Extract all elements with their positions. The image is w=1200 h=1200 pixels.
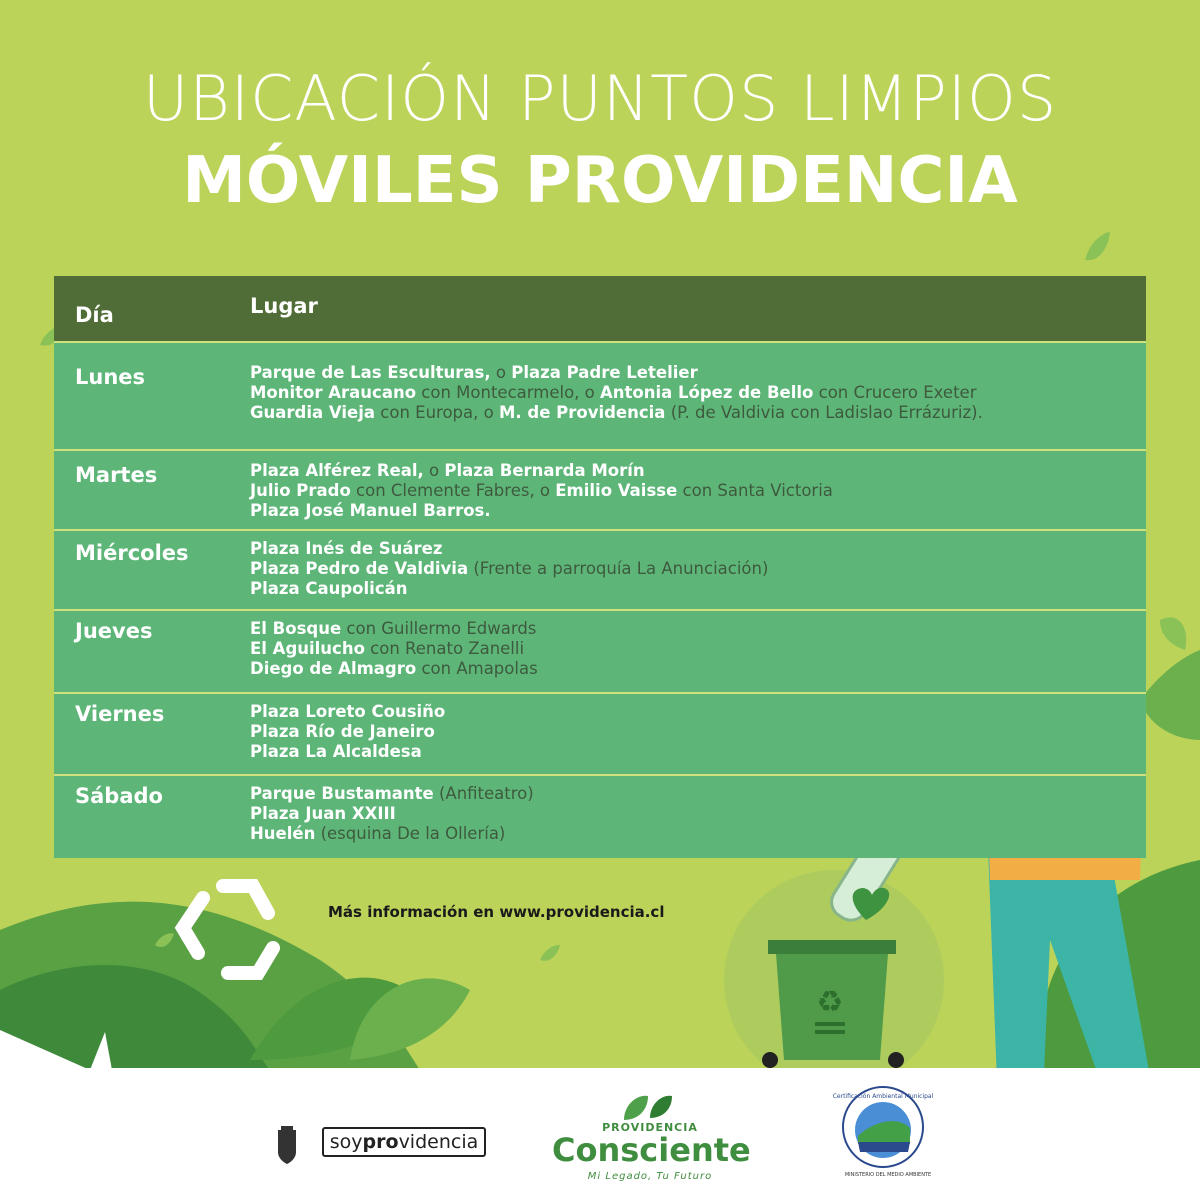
place-line <box>250 742 445 762</box>
place-name: Huelén <box>250 824 316 843</box>
soyprovidencia-logo <box>322 1127 486 1157</box>
place-name: Plaza Inés de Suárez <box>250 539 443 558</box>
place-detail: con Amapolas <box>416 659 538 678</box>
place-cell <box>250 451 833 529</box>
leaf-shape <box>1160 617 1186 650</box>
place-name: Plaza Alférez Real, <box>250 461 424 480</box>
place-detail: (esquina De la Ollería) <box>315 824 506 843</box>
place-detail: con Renato Zanelli <box>364 639 525 658</box>
place-line <box>250 784 534 804</box>
place-line <box>250 659 538 679</box>
place-line <box>250 461 833 481</box>
place-name: Emilio Vaisse <box>555 481 678 500</box>
place-line <box>250 702 445 722</box>
place-line <box>250 804 534 824</box>
place-line <box>250 824 534 844</box>
place-detail: (Anfiteatro) <box>433 784 534 803</box>
table-row <box>54 529 1146 609</box>
place-detail: o <box>423 461 445 480</box>
place-line <box>250 559 768 579</box>
place-line <box>250 501 833 521</box>
place-line <box>250 403 983 423</box>
leaf-icon <box>620 1090 674 1124</box>
table-header <box>54 276 1146 341</box>
table-row <box>54 774 1146 858</box>
place-line <box>250 579 768 599</box>
place-detail: con Europa, o <box>375 403 499 422</box>
place-detail: con Guillermo Edwards <box>341 619 537 638</box>
place-line <box>250 539 768 559</box>
leaf-icon <box>1085 232 1110 260</box>
place-name: M. de Providencia <box>498 403 666 422</box>
place-detail: (Frente a parroquía La Anunciación) <box>468 559 769 578</box>
place-name: Plaza La Alcaldesa <box>250 742 422 761</box>
place-detail: (P. de Valdivia con Ladislao Errázuriz). <box>665 403 983 422</box>
table-body <box>54 341 1146 858</box>
table-row <box>54 609 1146 692</box>
place-detail: con Montecarmelo, o <box>416 383 600 402</box>
brand-top-label: PROVIDENCIA <box>602 1121 698 1134</box>
leaf-icon <box>540 945 560 961</box>
more-info-text: Más información en www.providencia.cl <box>328 903 665 921</box>
day-cell: Martes <box>75 463 158 487</box>
place-name: Plaza Bernarda Morín <box>444 461 645 480</box>
place-detail: con Santa Victoria <box>677 481 833 500</box>
column-header-place: Lugar <box>250 293 318 318</box>
leaf-shape <box>1140 650 1200 740</box>
place-name: Plaza Pedro de Valdivia <box>250 559 469 578</box>
place-line <box>250 363 983 383</box>
place-name: Julio Prado <box>250 481 351 500</box>
place-cell <box>250 343 983 449</box>
column-header-day: Día <box>75 302 114 327</box>
place-name: Guardia Vieja <box>250 403 376 422</box>
day-cell: Lunes <box>75 365 146 389</box>
place-name: Antonia López de Bello <box>600 383 814 402</box>
soypro-bold: pro <box>362 1131 399 1153</box>
svg-text:♻: ♻ <box>816 985 844 1020</box>
place-line <box>250 481 833 501</box>
place-name: Parque Bustamante <box>250 784 434 803</box>
place-name: Parque de Las Esculturas, <box>250 363 491 382</box>
certification-seal-icon <box>832 1084 934 1170</box>
place-name: El Aguilucho <box>250 639 365 658</box>
place-name: Plaza Loreto Cousiño <box>250 702 446 721</box>
place-name: Plaza Caupolicán <box>250 579 408 598</box>
schedule-table <box>54 276 1146 858</box>
place-line <box>250 639 538 659</box>
place-name: Plaza Río de Janeiro <box>250 722 435 741</box>
day-cell: Viernes <box>75 702 165 726</box>
place-detail: o <box>490 363 512 382</box>
place-name: Plaza José Manuel Barros. <box>250 501 491 520</box>
place-cell <box>250 776 534 858</box>
place-line <box>250 383 983 403</box>
place-cell <box>250 694 445 774</box>
day-cell: Miércoles <box>75 541 189 565</box>
place-line <box>250 722 445 742</box>
place-line <box>250 619 538 639</box>
day-cell: Sábado <box>75 784 163 808</box>
cert-ring-text: Certificación Ambiental Municipal <box>832 1093 934 1100</box>
page-title-line1: UBICACIÓN PUNTOS LIMPIOS <box>142 62 1058 135</box>
table-row <box>54 449 1146 529</box>
place-detail: con Crucero Exeter <box>813 383 977 402</box>
ministry-label: MINISTERIO DEL MEDIO AMBIENTE <box>844 1172 932 1178</box>
place-name: Diego de Almagro <box>250 659 417 678</box>
table-row <box>54 341 1146 449</box>
soypro-suffix: videncia <box>398 1131 479 1153</box>
brand-name: Consciente <box>552 1131 751 1169</box>
place-cell <box>250 531 768 609</box>
place-name: El Bosque <box>250 619 342 638</box>
page-title-line2: MÓVILES PROVIDENCIA <box>182 144 1018 218</box>
place-name: Plaza Padre Letelier <box>511 363 698 382</box>
brand-tagline: Mi Legado, Tu Futuro <box>587 1171 713 1182</box>
municipal-crest-icon <box>276 1126 298 1166</box>
soypro-prefix: soy <box>329 1131 363 1153</box>
place-name: Plaza Juan XXIII <box>250 804 396 823</box>
place-name: Monitor Araucano <box>250 383 417 402</box>
place-cell <box>250 611 538 692</box>
day-cell: Jueves <box>75 619 153 643</box>
table-row <box>54 692 1146 774</box>
place-detail: con Clemente Fabres, o <box>350 481 556 500</box>
